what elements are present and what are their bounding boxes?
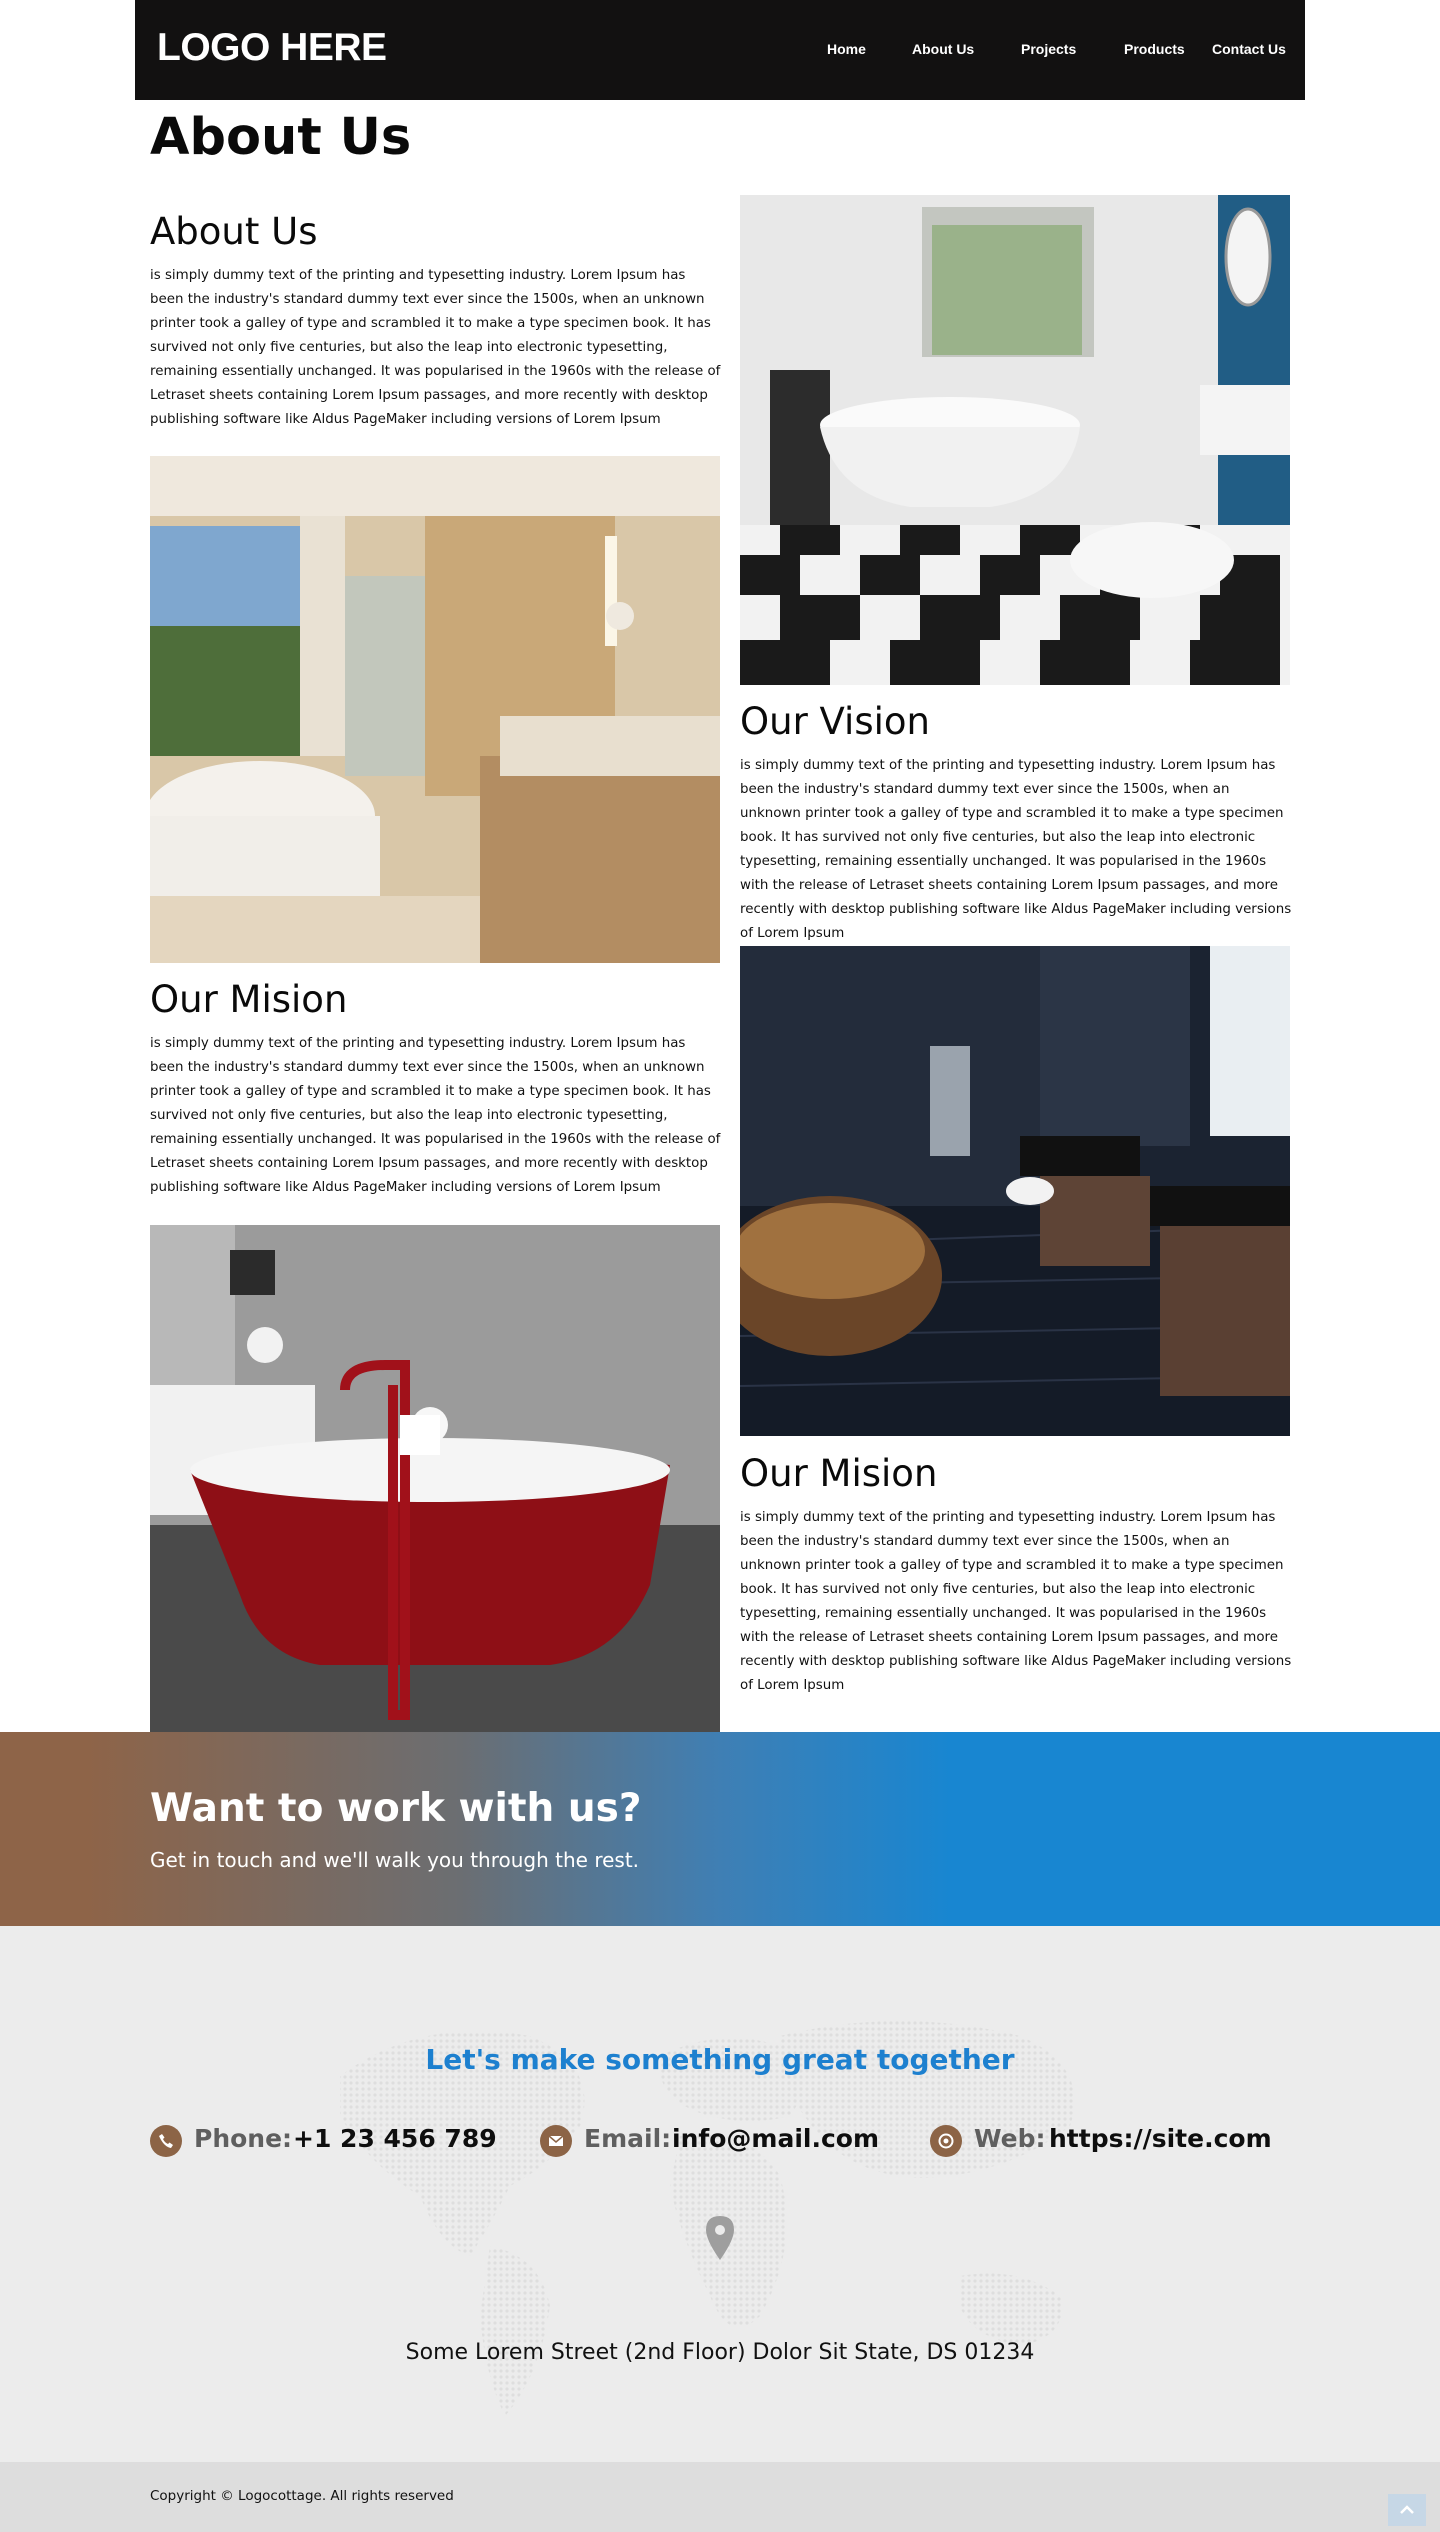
page-title: About Us [150, 108, 412, 167]
cta-subtitle: Get in touch and we'll walk you through the rest. [150, 1848, 640, 1872]
nav-home[interactable]: Home [827, 41, 866, 57]
phone-value[interactable]: +1 23 456 789 [293, 2124, 497, 2153]
contact-section [0, 1926, 1440, 2462]
envelope-icon [540, 2125, 572, 2157]
left-mission-heading: Our Mision [150, 978, 348, 1021]
phone-icon [150, 2125, 182, 2157]
about-text: is simply dummy text of the printing and typesetting industry. Lorem Ipsum has been the industry's standard dummy text ever since the 1500s, when an unknown printer took a galley of type and scrambled it to make a type specimen book. It has survived not only five centuries, but also the leap into electronic typesetting, remaining essentially unchanged. It was popularised in the 1960s with the release of Letraset sheets containing Lorem Ipsum passages, and more recently with desktop publishing software like Aldus PageMaker including versions of Lorem Ipsum [150, 268, 721, 427]
right-mission-text: is simply dummy text of the printing and typesetting industry. Lorem Ipsum has been the industry's standard dummy text ever since the 1500s, when an unknown printer took a galley of type and scrambled it to make a type specimen book. It has survived not only five centuries, but also the leap into electronic typesetting, remaining essentially unchanged. It was popularised in the 1960s with the release of Letraset sheets containing Lorem Ipsum passages, and more recently with desktop publishing software like Aldus PageMaker including versions of Lorem Ipsum [740, 1510, 1292, 1693]
chevron-up-icon [1399, 2502, 1415, 2518]
globe-icon [930, 2125, 962, 2157]
vision-text: is simply dummy text of the printing and typesetting industry. Lorem Ipsum has been the industry's standard dummy text ever since the 1500s, when an unknown printer took a galley of type and scrambled it to make a type specimen book. It has survived not only five centuries, but also the leap into electronic typesetting, remaining essentially unchanged. It was popularised in the 1960s with the release of Letraset sheets containing Lorem Ipsum passages, and more recently with desktop publishing software like Aldus PageMaker including versions of Lorem Ipsum [740, 758, 1292, 941]
bathroom-photo-checkered-floor [740, 195, 1290, 685]
about-heading: About Us [150, 210, 318, 253]
web-label: Web: [974, 2124, 1046, 2153]
phone-label: Phone: [194, 2124, 293, 2153]
address: Some Lorem Street (2nd Floor) Dolor Sit State, DS 01234 [405, 2340, 1035, 2365]
email-value[interactable]: info@mail.com [672, 2124, 880, 2153]
contact-title: Let's make something great together [425, 2043, 1015, 2076]
back-to-top-button[interactable] [1388, 2494, 1426, 2526]
bathroom-photo-red-tub [150, 1225, 720, 1732]
map-pin-icon [704, 2216, 736, 2260]
nav-projects[interactable]: Projects [1021, 41, 1077, 57]
site-footer [0, 2462, 1440, 2532]
nav-contact-us[interactable]: Contact Us [1212, 41, 1286, 57]
nav-about-us[interactable]: About Us [912, 41, 975, 57]
vision-heading: Our Vision [740, 700, 930, 743]
logo[interactable]: LOGO HERE [157, 26, 387, 69]
cta-band [0, 1732, 1440, 1926]
bathroom-photo-window-view [150, 456, 720, 963]
cta-title: Want to work with us? [150, 1786, 642, 1831]
copyright: Copyright © Logocottage. All rights reserved [150, 2488, 454, 2504]
web-value[interactable]: https://site.com [1049, 2124, 1272, 2153]
right-mission-heading: Our Mision [740, 1452, 938, 1495]
left-mission-text: is simply dummy text of the printing and typesetting industry. Lorem Ipsum has been the industry's standard dummy text ever since the 1500s, when an unknown printer took a galley of type and scrambled it to make a type specimen book. It has survived not only five centuries, but also the leap into electronic typesetting, remaining essentially unchanged. It was popularised in the 1960s with the release of Letraset sheets containing Lorem Ipsum passages, and more recently with desktop publishing software like Aldus PageMaker including versions of Lorem Ipsum [150, 1036, 721, 1195]
nav-products[interactable]: Products [1124, 41, 1185, 57]
bathroom-photo-wooden-tub [740, 946, 1290, 1436]
email-label: Email: [584, 2124, 672, 2153]
site-header [135, 0, 1305, 100]
